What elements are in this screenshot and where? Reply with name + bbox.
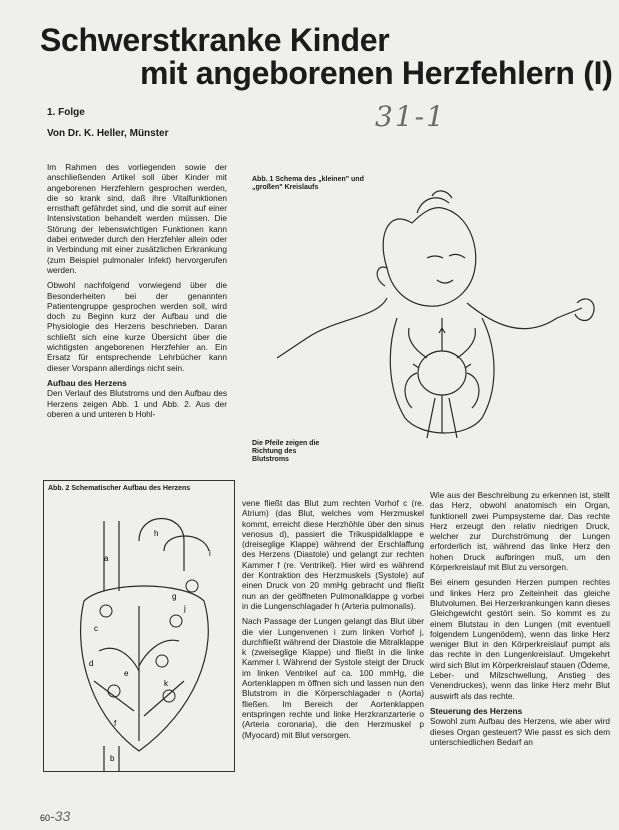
figure-circulation: [237, 168, 612, 468]
heart-diagram: [44, 481, 234, 771]
heart-label-j: j: [184, 604, 186, 613]
author-line: Von Dr. K. Heller, Münster: [47, 128, 169, 139]
handwritten-note: 31-1: [375, 100, 446, 133]
paragraph: Sowohl zum Aufbau des Herzens, wie aber wird dieses Organ gesteuert? Wie passt es sich dem unterschiedlichen Bedarf an: [430, 716, 610, 747]
heart-label-g: g: [172, 592, 177, 601]
heart-label-h: h: [154, 529, 159, 538]
page-number-value: 60: [40, 813, 51, 823]
heart-label-f: f: [114, 719, 117, 728]
text-column-1: [47, 162, 227, 424]
child-illustration: [237, 168, 612, 468]
heart-label-markers: [100, 580, 198, 702]
paragraph: Im Rahmen des vorliegenden sowie der anschließenden Artikel soll über Kinder mit angeborenen Herzfehlern gesprochen werden, die so krank sind, daß ihre Vitalfunktionen ernsthaft gefährdet sind, und die somit auf einer Intensivstation behandelt werden müssen. Die Störung der lebenswichtigen Funktionen kann dabei entweder durch den Herzfehler allein oder in Verbindung mit einer zusätzlichen Erkrankung (zum Beispiel pulmonaler Infekt) hervorgerufen werden.: [47, 162, 227, 275]
heart-label-k: k: [164, 679, 168, 688]
paragraph: Bei einem gesunden Herzen pumpen rechtes und linkes Herz pro Zeiteinheit das gleiche Blutvolumen. Bei Herzerkrankungen kann dieses Gleichgewicht gestört sein. So kommt es zu einem Blutstau in den Lungen (mit eventuell folgendem Lungenödem), wenn das linke Herz weniger Blut in den Körperkreislauf pumpt als das rechte in den Lungenkreislauf. Umgekehrt wird sich Blut im Körperkreislauf stauen (Ödeme, Leber- und Milzschwellung, Anstieg des Venendruckes), wenn das linke Herz mehr Blut auswirft als das rechte.: [430, 577, 610, 701]
heart-label-b: b: [110, 754, 115, 763]
heart-label-a: a: [104, 554, 109, 563]
paragraph: Nach Passage der Lungen gelangt das Blut über die vier Lungenvenen i zum linken Vorhof j, durchfließt während der Diastole die Mitralklappe k (zweiseglige Klappe) und fließt in die linke Kammer l. Während der Systole steigt der Druck im linken Ventrikel auf ca. 100 mmHg, die Aortenklappen m öffnen sich und lassen nun den Blutstrom in die Körperschlagader n (Aorta) fließen. Im Bereich der Aortenklappen entspringen rechte und linke Herzkranzarterie o (Arteria coronaria), die den Herzmuskel p (Myocard) mit Blut versorgen.: [242, 616, 424, 740]
paragraph: Wie aus der Beschreibung zu erkennen ist, stellt das Herz, obwohl anatomisch ein Organ, funktionell zwei Pumpsysteme dar. Das rechte Herz erzeugt den relativ niedrigen Druck, welcher zur Durchströmung der Lungen erforderlich ist, während das linke Herz den hohen Druck aufbringen muß, um den Körperkreislauf mit Blut zu versorgen.: [430, 490, 610, 573]
section-heading: Steuerung des Herzens: [430, 705, 523, 716]
figure-caption: Abb. 2 Schematischer Aufbau des Herzens: [48, 485, 191, 492]
paragraph: Den Verlauf des Blutstroms und den Aufbau des Herzens zeigen Abb. 1 und Abb. 2. Aus der oberen a und unteren b Hohl-: [47, 388, 227, 419]
figure-note: Die Pfeile zeigen die Richtung des Blutstroms: [252, 440, 320, 463]
section-heading: Aufbau des Herzens: [47, 377, 127, 388]
page-handwritten: -33: [50, 808, 71, 824]
heart-label-c: c: [94, 624, 98, 633]
text-column-3: [430, 490, 610, 752]
text-column-2: [242, 498, 424, 745]
figure-caption: Abb. 1 Schema des „kleinen" und „großen" Kreislaufs: [252, 176, 364, 191]
figure-heart-structure: [43, 480, 235, 772]
series-label: 1. Folge: [47, 107, 85, 118]
heart-label-d: d: [89, 659, 94, 668]
paragraph: vene fließt das Blut zum rechten Vorhof c (re. Atrium) (das Blut, welches vom Herzmuskel kommt, erreicht diese Herzhöhle über den sinus venosus d), passiert die Trikuspidalklappe e (dreiseglige Klappe) während der Erschlaffung des Herzens (Diastole) und gelangt zur rechten Kammer f (re. Ventrikel). Hier wird es während der Kontraktion des Herzmuskels (Systole) auf einen Druck von 20 mmHg gebracht und fließt nun an der geöffneten Pulmonalklappe g vorbei in die Lungenschlagader h (Arteria pulmonalis).: [242, 498, 424, 611]
article-title-line1: Schwerstkranke Kinder: [40, 22, 390, 58]
article-title-line2: mit angeborenen Herzfehlern (I): [140, 55, 613, 91]
heart-label-i: i: [209, 549, 211, 558]
heart-label-e: e: [124, 669, 129, 678]
paragraph: Obwohl nachfolgend vorwiegend über die Besonderheiten bei der genannten Patientengruppe gesprochen werden soll, wird doch zu Beginn kurz der Aufbau und die Physiologie des Herzens beschrieben. Daran schließt sich eine kurze Übersicht über die wichtigsten angeborenen Herzfehler an. Ein Ersatz für entsprechende Lehrbücher kann dieser Vorspann allerdings nicht sein.: [47, 280, 227, 373]
page-number: [40, 808, 70, 824]
